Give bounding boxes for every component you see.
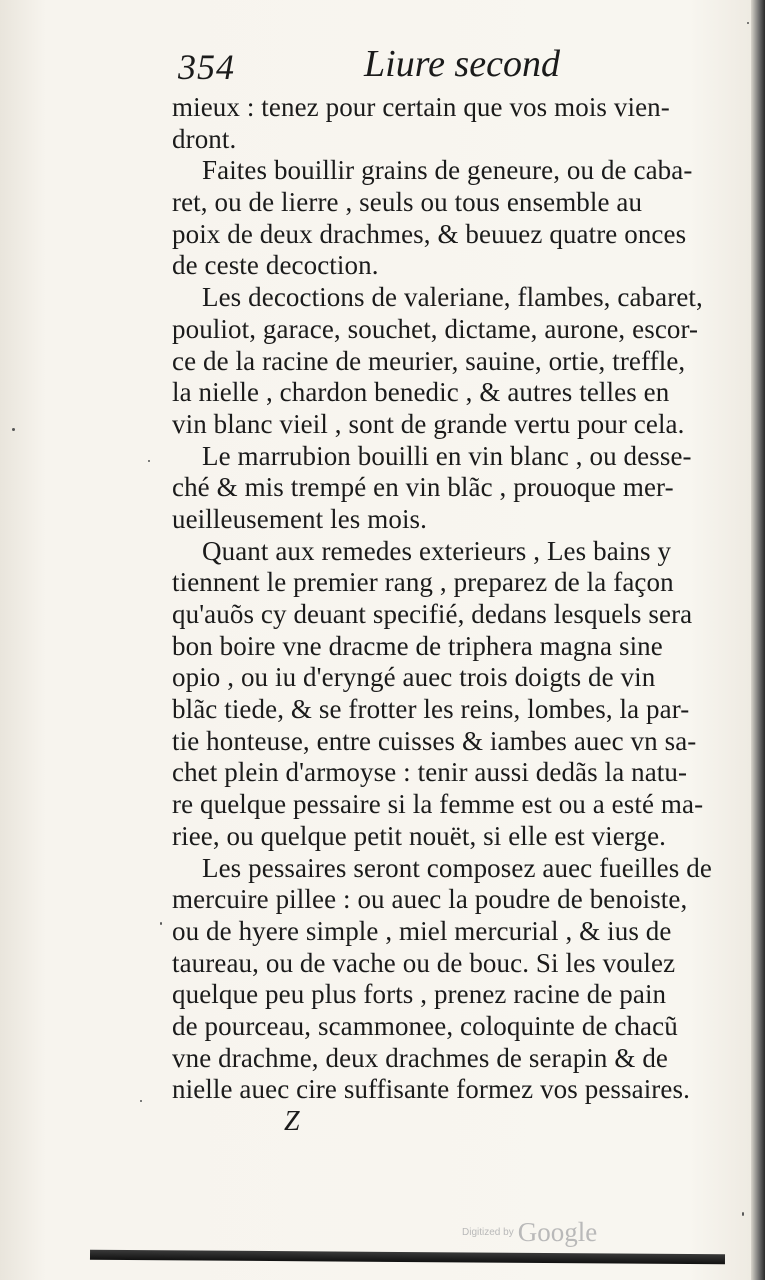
print-speck	[747, 22, 749, 24]
digitization-watermark	[462, 1217, 597, 1248]
text-line: tie honteuse, entre cuisses & iambes auec vn sa-	[172, 725, 697, 756]
text-line: nielle auec cire suffisante formez vos pessaires.	[172, 1074, 690, 1105]
paragraph-start-line: Faites bouillir grains de geneure, ou de caba-	[202, 155, 693, 186]
page-header	[178, 42, 598, 88]
text-line: re quelque pessaire si la femme est ou a esté ma-	[172, 789, 704, 820]
text-line: quelque peu plus forts , prenez racine de pain	[172, 979, 667, 1010]
page-number: 354	[178, 47, 235, 87]
paragraph-start-line: Les decoctions de valeriane, flambes, cabaret,	[202, 282, 703, 313]
text-line: la nielle , chardon benedic , & autres telles en	[172, 377, 670, 408]
text-line: opio , ou iu d'eryngé auec trois doigts de vin	[172, 662, 656, 693]
page-bottom-edge	[90, 1250, 725, 1264]
body-text	[172, 92, 712, 1106]
running-title: Liure second	[364, 43, 560, 85]
watermark-logo: Google	[517, 1217, 598, 1247]
page-edge-shadow	[751, 0, 765, 1280]
print-speck	[160, 922, 162, 925]
paragraph-start-line: Les pessaires seront composez auec fueilles de	[202, 852, 712, 883]
text-line: chet plein d'armoyse : tenir aussi dedãs la natu-	[172, 757, 688, 788]
text-line: de ceste decoction.	[172, 250, 379, 281]
text-line: vne drachme, deux drachmes de serapin & de	[172, 1042, 669, 1073]
text-line: de pourceau, scammonee, coloquinte de chacũ	[172, 1010, 678, 1041]
print-speck	[140, 1100, 142, 1102]
paragraph-start-line: Le marrubion bouilli en vin blanc , ou desse-	[202, 440, 692, 471]
text-line: qu'auõs cy deuant specifié, dedans lesquels sera	[172, 599, 693, 629]
text-line: ueilleusement les mois.	[172, 503, 428, 534]
signature-mark: Z	[284, 1106, 300, 1137]
text-line: ret, ou de lierre , seuls ou tous ensemble au	[172, 187, 643, 218]
text-line: tiennent le premier rang , preparez de la façon	[172, 567, 674, 598]
text-line: ou de hyere simple , miel mercurial , & ius de	[172, 915, 672, 946]
text-line: mieux : tenez pour certain que vos mois vien-	[172, 92, 670, 122]
text-line: ce de la racine de meurier, sauine, ortie, treffle,	[172, 345, 686, 376]
text-line: riee, ou quelque petit nouët, si elle est vierge.	[172, 820, 666, 851]
text-line: ché & mis trempé en vin blãc , prouoque mer-	[172, 472, 674, 503]
text-line: taureau, ou de vache ou de bouc. Si les voulez	[172, 947, 676, 978]
text-line: poix de deux drachmes, & beuuez quatre onces	[172, 218, 687, 249]
text-line: mercuire pillee : ou auec la poudre de benoiste,	[172, 884, 688, 915]
print-speck	[148, 460, 150, 462]
text-line: blãc tiede, & se frotter les reins, lombes, la par-	[172, 694, 690, 725]
text-line: pouliot, garace, souchet, dictame, aurone, escor-	[172, 313, 699, 344]
text-line: bon boire vne dracme de triphera magna sine	[172, 630, 663, 661]
print-speck	[12, 428, 15, 431]
text-line: dront.	[172, 123, 237, 154]
watermark-caption: Digitized by	[462, 1227, 514, 1238]
text-line: vin blanc vieil , sont de grande vertu pour cela.	[172, 408, 685, 439]
paragraph-start-line: Quant aux remedes exterieurs , Les bains y	[202, 535, 672, 566]
print-speck	[742, 1212, 744, 1216]
